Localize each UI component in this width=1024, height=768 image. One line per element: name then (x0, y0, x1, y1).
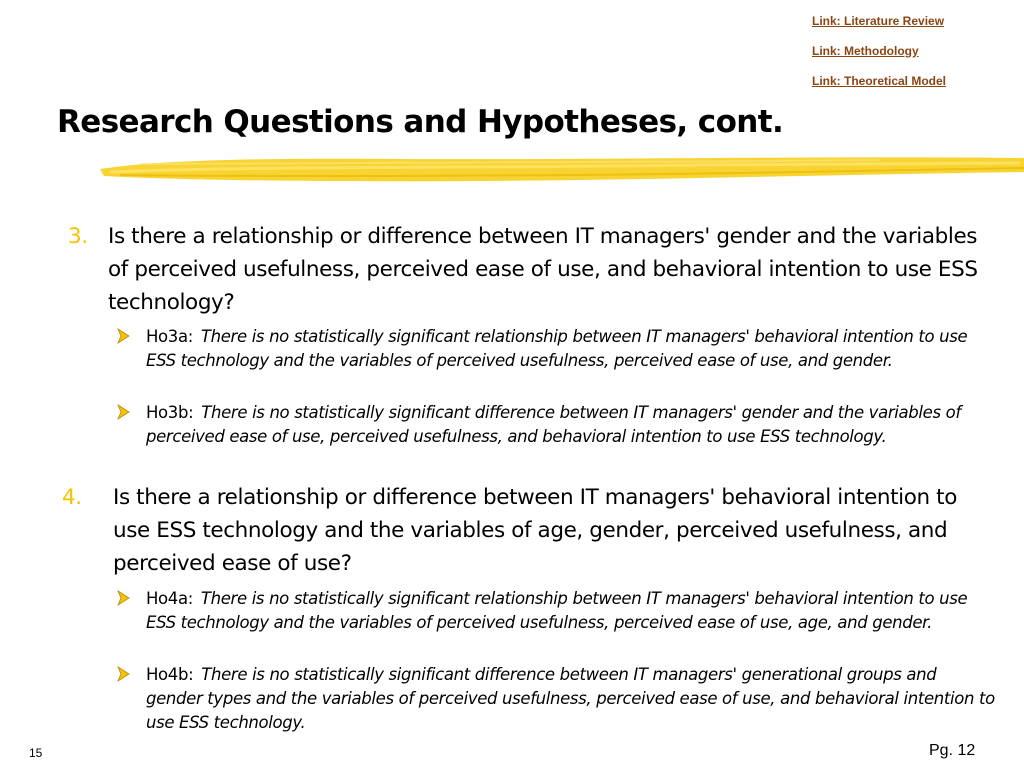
hypothesis-label: Ho3a: (146, 327, 193, 346)
hypothesis-label: Ho4a: (146, 589, 193, 608)
hypothesis-statement: There is no statistically significant difference between IT managers' generational groups and gender types and the variables of perceived usefulness, perceived ease of use, and behavioral intention to use ESS technology. (146, 665, 995, 732)
highlighter-stroke (100, 150, 1024, 190)
arrow-bullet-icon (117, 665, 131, 683)
arrow-bullet-icon (117, 403, 131, 421)
navigation-links (812, 14, 1012, 104)
hypothesis-statement: There is no statistically significant relationship between IT managers' behavioral intention to use ESS technology and the variables of perceived usefulness, perceived ease of use, age, and gender. (146, 589, 968, 632)
hypothesis-label: Ho3b: (146, 403, 194, 422)
page-number: Pg. 12 (929, 742, 976, 759)
question-text: Is there a relationship or difference between IT managers' behavioral intention to use ESS technology and the variables of age, gender, perceived usefulness, and perceived ease of use? (113, 485, 957, 576)
hypothesis-ho4b (117, 663, 997, 735)
arrow-bullet-icon (117, 589, 131, 607)
slide-number: 15 (29, 746, 43, 760)
hypothesis-ho4a (117, 587, 997, 635)
research-question-4 (62, 481, 988, 580)
question-number: 3. (68, 224, 88, 249)
link-methodology[interactable]: Link: Methodology (812, 44, 919, 58)
hypothesis-ho3b (117, 401, 997, 449)
arrow-bullet-icon (117, 327, 131, 345)
link-literature-review[interactable]: Link: Literature Review (812, 14, 945, 28)
research-question-3 (68, 220, 988, 319)
question-text: Is there a relationship or difference between IT managers' gender and the variables of perceived usefulness, perceived ease of use, and behavioral intention to use ESS technology? (108, 224, 978, 315)
hypothesis-statement: There is no statistically significant relationship between IT managers' behavioral intention to use ESS technology and the variables of perceived usefulness, perceived ease of use, and gender. (146, 327, 968, 370)
hypothesis-label: Ho4b: (146, 665, 194, 684)
hypothesis-ho3a (117, 325, 997, 373)
slide-title: Research Questions and Hypotheses, cont. (57, 104, 784, 140)
question-number: 4. (62, 485, 82, 510)
link-theoretical-model[interactable]: Link: Theoretical Model (812, 74, 947, 88)
hypothesis-statement: There is no statistically significant difference between IT managers' gender and the variables of perceived ease of use, perceived usefulness, and behavioral intention to use ESS technology. (146, 403, 961, 446)
